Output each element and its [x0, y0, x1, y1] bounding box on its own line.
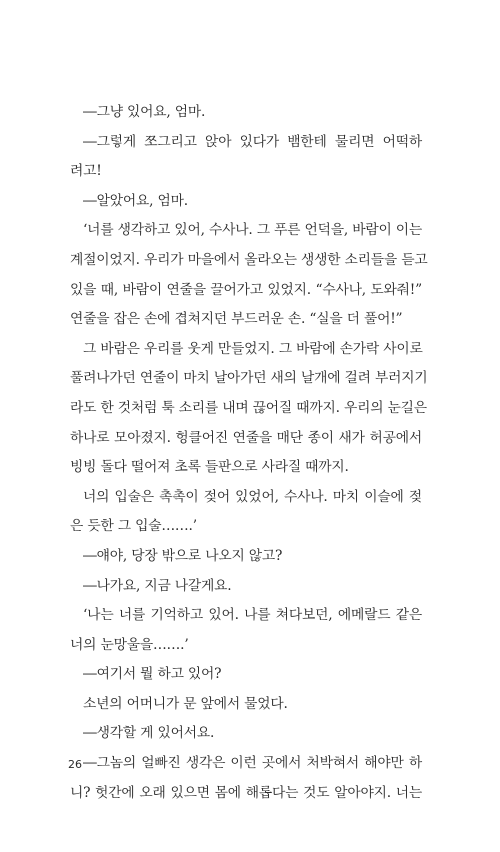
text-line: ‘나는 너를 기억하고 있어. 나를 쳐다보던, 에메랄드 같은	[83, 607, 422, 624]
text-line: ―생각할 게 있어서요.	[83, 725, 215, 742]
text-line: ‘너를 생각하고 있어, 수사나. 그 푸른 언덕을, 바람이 이는	[83, 222, 423, 239]
text-line: 소년의 어머니가 문 앞에서 물었다.	[83, 695, 288, 712]
text-line: 하나로 모아졌지. 헝클어진 연줄을 매단 종이 새가 허공에서	[70, 429, 422, 446]
text-line: 계절이었지. 우리가 마을에서 올라오는 생생한 소리들을 듣고	[70, 251, 428, 268]
page-number: 26	[68, 758, 82, 771]
text-line: ―얘야, 당장 밖으로 나오지 않고?	[83, 547, 283, 564]
text-line: 풀려나가던 연줄이 마치 날아가던 새의 날개에 걸려 부러지기	[70, 370, 428, 387]
text-line: 니? 헛간에 오래 있으면 몸에 해롭다는 것도 알아야지. 너는	[70, 784, 422, 801]
body-text	[70, 98, 428, 808]
text-line: ―그놈의 얼빠진 생각은 이런 곳에서 처박혀서 해야만 하	[83, 755, 422, 772]
text-line: ―그냥 있어요, 엄마.	[83, 104, 206, 120]
text-line: ―여기서 뭘 하고 있어?	[83, 666, 222, 683]
text-line: 은 듯한 그 입술…….’	[70, 518, 197, 535]
text-line: 연줄을 잡은 손에 겹쳐지던 부드러운 손. “실을 더 풀어!”	[70, 311, 403, 328]
text-line: 라도 한 것처럼 툭 소리를 내며 끊어질 때까지. 우리의 눈길은	[70, 399, 427, 416]
text-line: 려고!	[70, 163, 102, 180]
text-line: 그 바람은 우리를 웃게 만들었지. 그 바람에 손가락 사이로	[83, 340, 423, 357]
text-line: 있을 때, 바람이 연줄을 끌어가고 있었지. “수사나, 도와줘!”	[70, 281, 422, 298]
text-line: 너의 눈망울을…….’	[70, 636, 189, 653]
text-line: ―나가요, 지금 나갈게요.	[83, 577, 232, 594]
text-line: 빙빙 돌다 떨어져 초록 들판으로 사라질 때까지.	[70, 459, 349, 476]
text-line: ―그렇게 쪼그리고 앉아 있다가 뱀한테 물리면 어떡하	[83, 133, 422, 150]
text-line: 너의 입술은 촉촉이 젖어 있었어, 수사나. 마치 이슬에 젖	[83, 488, 422, 505]
text-line: ―알았어요, 엄마.	[83, 192, 188, 209]
